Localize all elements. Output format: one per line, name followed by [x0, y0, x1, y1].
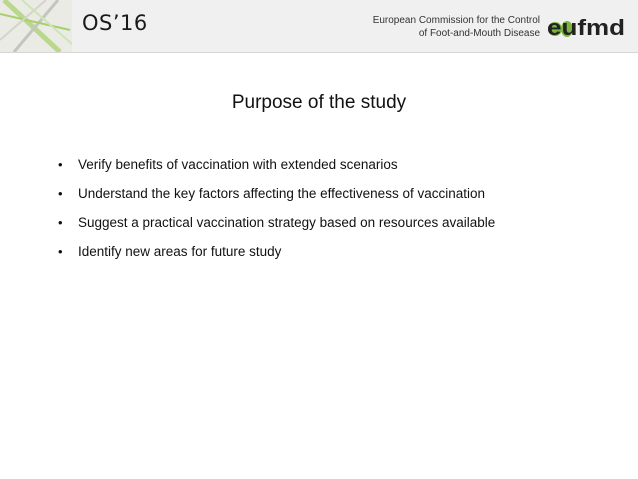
- bullet-item: [58, 208, 618, 237]
- bullet-text: Understand the key factors affecting the effectiveness of vaccination: [78, 186, 485, 201]
- corner-lines-graphic: [0, 0, 72, 52]
- header-divider: [0, 52, 638, 53]
- bullet-marker: •: [58, 244, 63, 259]
- bullet-marker: •: [58, 215, 63, 230]
- eufmd-logo-text: eufmd: [547, 15, 625, 40]
- bullet-text: Identify new areas for future study: [78, 244, 282, 259]
- bullet-item: [58, 150, 618, 179]
- bullet-list: [58, 150, 618, 266]
- slide-header: [0, 0, 638, 52]
- bullet-item: [58, 237, 618, 266]
- organization-line-1: European Commission for the Control: [372, 15, 540, 26]
- bullet-text: Suggest a practical vaccination strategy based on resources available: [78, 215, 496, 230]
- organization-name: [340, 14, 540, 40]
- bullet-marker: •: [58, 186, 63, 201]
- organization-line-2: of Foot-and-Mouth Disease: [418, 28, 540, 39]
- bullet-marker: •: [58, 157, 63, 172]
- bullet-text: Verify benefits of vaccination with extended scenarios: [78, 157, 398, 172]
- eufmd-logo: [545, 11, 627, 41]
- slide-title: Purpose of the study: [231, 92, 407, 113]
- event-logo: OS’16: [82, 11, 148, 35]
- bullet-item: [58, 179, 618, 208]
